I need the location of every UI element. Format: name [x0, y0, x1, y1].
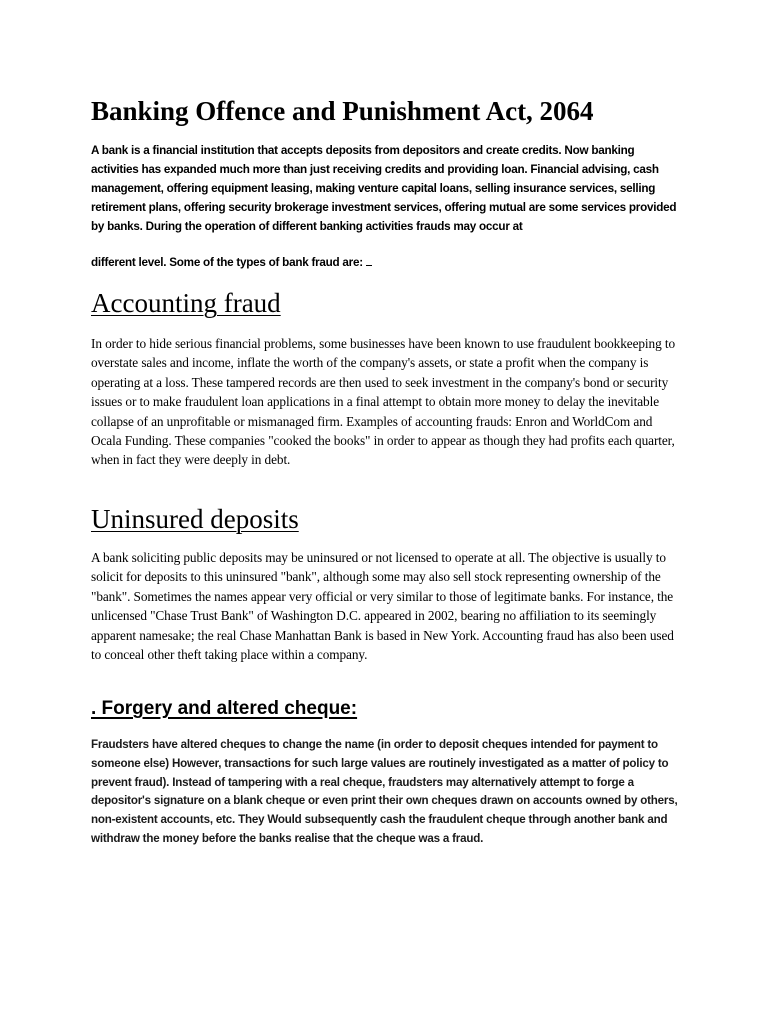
- document-title: Banking Offence and Punishment Act, 2064: [91, 96, 594, 126]
- section-heading-forgery: . Forgery and altered cheque:: [91, 698, 358, 719]
- section-body-forgery: Fraudsters have altered cheques to change the name (in order to deposit cheques intended for payment to someone else) However, transactions for such large values are routinely investigated as a matter of policy to prevent fraud). Instead of tampering with a real cheque, fraudsters may alternatively attempt to forge a depositor's signature on a blank cheque or even print their own cheques drawn on accounts owned by others, non-existent accounts, etc. They Would subsequently cash the fraudulent cheque through another bank and withdraw the money before the banks realise that the cheque was a fraud.: [91, 738, 678, 845]
- intro-paragraph: A bank is a financial institution that accepts deposits from depositors and create credits. Now banking activities has expanded much more than just receiving credits and providing loan. Financial advising, cash management, offering equipment leasing, making venture capital loans, selling insurance services, selling retirement plans, offering security brokerage investment services, offering mutual are some services provided by banks. During the operation of different banking activities frauds may occur at: [91, 144, 677, 233]
- intro-continuation-text: different level. Some of the types of bank fraud are:: [91, 256, 363, 269]
- underline-blank: [366, 253, 372, 266]
- intro-continuation: [91, 253, 681, 272]
- section-body-accounting-fraud: In order to hide serious financial problems, some businesses have been known to use fraudulent bookkeeping to overstate sales and income, inflate the worth of the company's assets, or state a profit when the company is operating at a loss. These tampered records are then used to seek investment in the company's bond or security issues or to make fraudulent loan applications in a final attempt to obtain more money to delay the inevitable collapse of an unprofitable or mismanaged firm. Examples of accounting frauds: Enron and WorldCom and Ocala Funding. These companies "cooked the books" in order to appear as though they had profits each quarter, when in fact they were deeply in debt.: [91, 336, 675, 468]
- section-heading-accounting-fraud: Accounting fraud: [91, 288, 281, 318]
- section-heading-uninsured-deposits: Uninsured deposits: [91, 504, 299, 534]
- section-body-uninsured-deposits: A bank soliciting public deposits may be uninsured or not licensed to operate at all. The objective is usually to solicit for deposits to this uninsured "bank", although some may also sell stock representing ownership of the "bank". Sometimes the names appear very official or very similar to those of legitimate banks. For instance, the unlicensed "Chase Trust Bank" of Washington D.C. appeared in 2002, bearing no affiliation to its seemingly apparent namesake; the real Chase Manhattan Bank is based in New York. Accounting fraud has also been used to conceal other theft taking place within a company.: [91, 550, 674, 663]
